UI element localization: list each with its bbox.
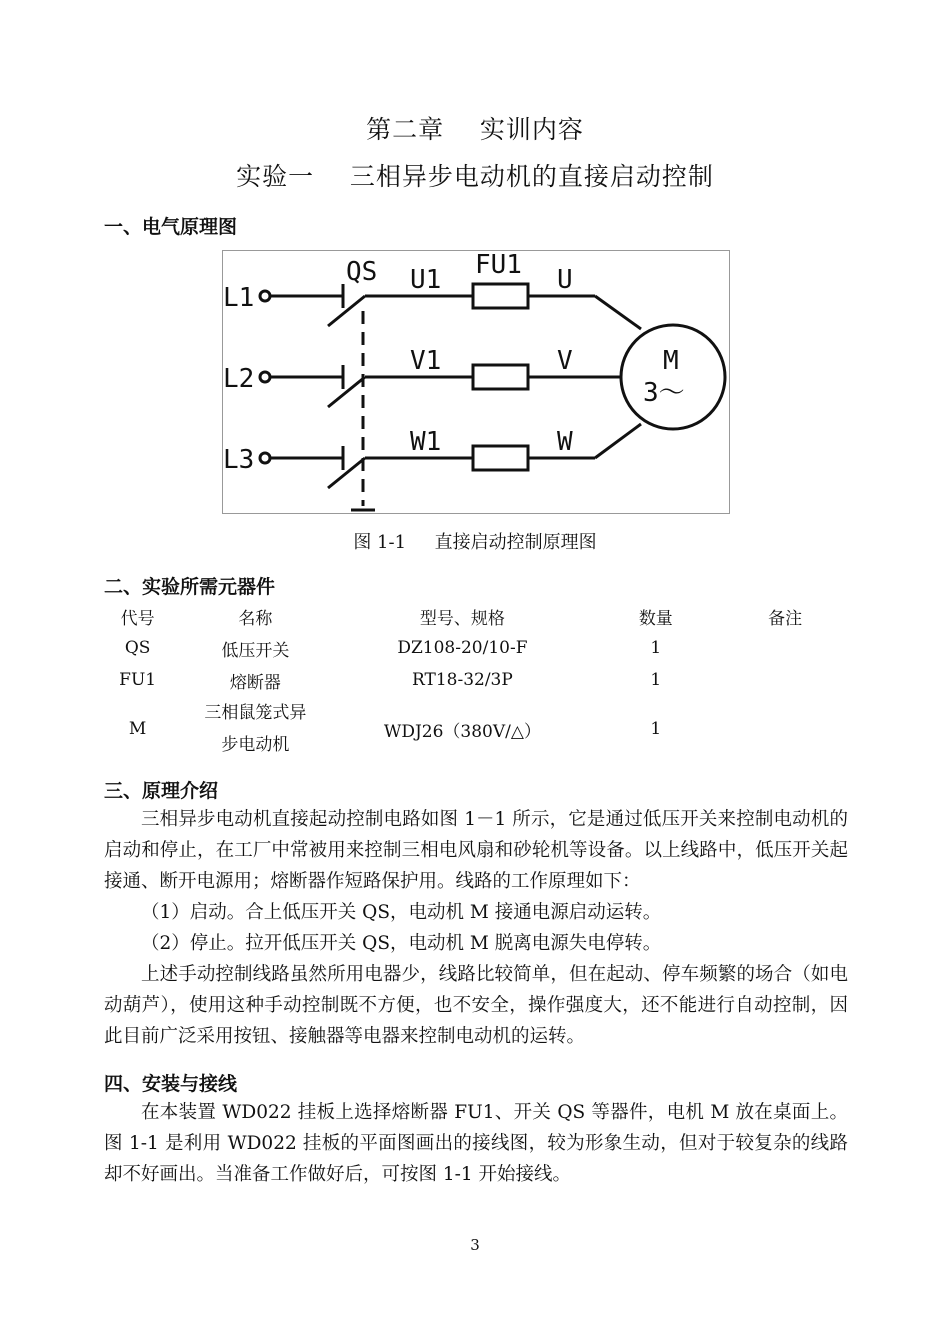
experiment-title: 实验一 三相异步电动机的直接启动控制 <box>236 162 714 191</box>
fuse-2 <box>473 365 528 389</box>
cell-code: QS <box>124 638 151 658</box>
fuse-3 <box>473 446 528 470</box>
section3-body <box>104 804 848 1052</box>
cell-code: FU1 <box>119 670 157 690</box>
table-header-row <box>104 600 844 632</box>
fuse-1 <box>473 284 528 308</box>
cell-model: WDJ26（380V/△） <box>383 721 541 742</box>
label-l2: L2 <box>223 364 255 394</box>
section4-heading: 四、安装与接线 <box>104 1073 238 1095</box>
col-header: 数量 <box>638 608 673 629</box>
figure-caption: 图 1-1 直接启动控制原理图 <box>353 532 597 553</box>
label-qs: QS <box>346 257 378 287</box>
table-row <box>104 632 844 664</box>
col-header: 代号 <box>120 608 155 629</box>
section3-heading: 三、原理介绍 <box>104 780 219 802</box>
terminal-l2 <box>260 372 270 382</box>
page-number: 3 <box>470 1236 480 1254</box>
cell-name-line2: 步电动机 <box>221 735 290 755</box>
parts-table <box>104 600 844 762</box>
terminal-l1 <box>260 291 270 301</box>
section4-body <box>104 1097 848 1190</box>
table-row <box>104 696 844 762</box>
cell-qty: 1 <box>650 638 662 658</box>
paragraph: （1）启动。合上低压开关 QS，电动机 M 接通电源启动运转。 <box>141 902 662 923</box>
paragraph: 三相异步电动机直接起动控制电路如图 1－1 所示，它是通过低压开关来控制电动机的启动和停止，在工厂中常被用来控制三相电风扇和砂轮机等设备。以上线路中，低压开关起接通、断开电源用；熔断器作短路保护用。线路的工作原理如下： <box>104 809 848 892</box>
cell-note <box>726 696 844 762</box>
label-w1: W1 <box>410 427 442 457</box>
cell-note <box>726 632 844 664</box>
table-row <box>104 664 844 696</box>
circuit-diagram <box>222 250 730 514</box>
cell-name: 低压开关 <box>221 640 290 661</box>
col-header: 名称 <box>238 608 273 629</box>
col-header: 备注 <box>768 608 803 629</box>
label-u: U <box>557 265 573 295</box>
cell-code: M <box>128 719 147 739</box>
label-l1: L1 <box>223 283 255 313</box>
section2-heading: 二、实验所需元器件 <box>104 576 276 598</box>
motor-label: M <box>663 346 679 376</box>
label-u1: U1 <box>410 265 442 295</box>
paragraph: 上述手动控制线路虽然所用电器少，线路比较简单，但在起动、停车频繁的场合（如电动葫芦），使用这种手动控制既不方便，也不安全，操作强度大，还不能进行自动控制，因此目前广泛采用按钮、接触器等电器来控制电动机的运转。 <box>104 964 848 1047</box>
col-header: 型号、规格 <box>419 608 505 629</box>
cell-name <box>171 696 339 762</box>
chapter-title: 第二章 实训内容 <box>366 115 584 144</box>
circuit-svg <box>223 251 729 513</box>
cell-model: RT18-32/3P <box>411 670 513 690</box>
cell-note <box>726 664 844 696</box>
motor-sub-label: 3～ <box>643 378 685 408</box>
paragraph: 在本装置 WD022 挂板上选择熔断器 FU1、开关 QS 等器件，电机 M 放在桌面上。图 1-1 是利用 WD022 挂板的平面图画出的接线图，较为形象生动，但对于较复杂的线路却不好画出。当准备工作做好后，可按图 1-1 开始接线。 <box>104 1102 848 1185</box>
terminal-l3 <box>260 453 270 463</box>
label-w: W <box>557 427 573 457</box>
label-l3: L3 <box>223 445 255 475</box>
cell-name: 熔断器 <box>229 672 281 693</box>
cell-model: DZ108-20/10-F <box>397 638 528 658</box>
motor-symbol <box>621 325 725 429</box>
paragraph: （2）停止。拉开低压开关 QS，电动机 M 脱离电源失电停转。 <box>141 933 662 954</box>
label-v: V <box>557 346 573 376</box>
cell-qty: 1 <box>650 719 662 739</box>
section1-heading: 一、电气原理图 <box>104 216 238 238</box>
cell-qty: 1 <box>650 670 662 690</box>
label-v1: V1 <box>410 346 442 376</box>
cell-name-line1: 三相鼠笼式异 <box>204 703 307 723</box>
label-fu1: FU1 <box>475 251 522 280</box>
